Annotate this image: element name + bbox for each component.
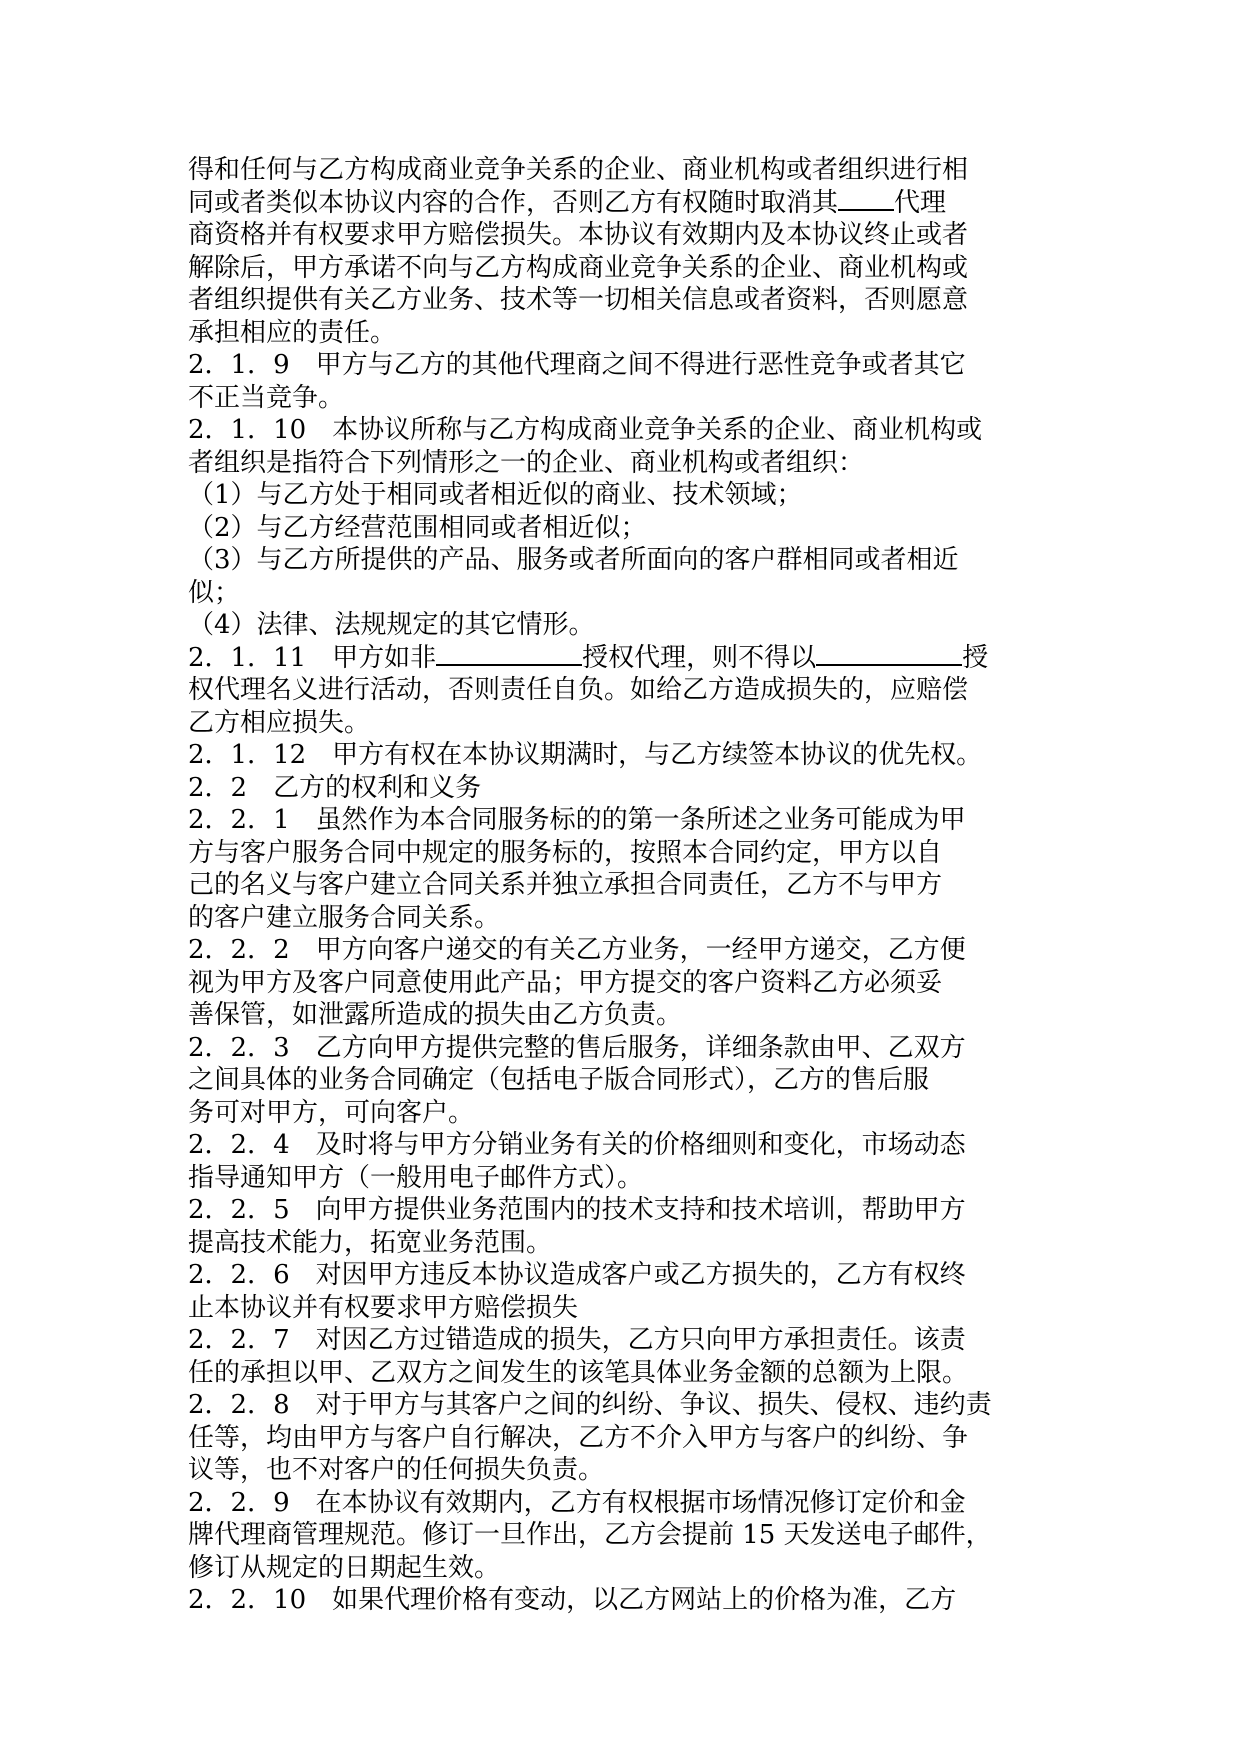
line-text: 同或者类似本协议内容的合作，否则乙方有权随时取消其 [188,187,839,218]
paragraph-line: 者组织提供有关乙方业务、技术等一切相关信息或者资料，否则愿意 [188,285,969,315]
paragraph-line: 之间具体的业务合同确定（包括电子版合同形式），乙方的售后服 [188,1065,930,1095]
document-page [188,154,1058,1617]
paragraph-line: 修订从规定的日期起生效。 [188,1552,501,1583]
paragraph-line: 得和任何与乙方构成商业竞争关系的企业、商业机构或者组织进行相 [188,155,969,185]
paragraph-line: 指导通知甲方（一般用电子邮件方式）。 [188,1162,644,1193]
clause-line: 2．1．9 甲方与乙方的其他代理商之间不得进行恶性竞争或者其它 [188,350,966,380]
clause-line: 2．1．12 甲方有权在本协议期满时，与乙方续签本协议的优先权。 [188,740,983,770]
paragraph-line: 议等，也不对客户的任何损失负责。 [188,1455,605,1485]
clause-line: 2．2．8 对于甲方与其客户之间的纠纷、争议、损失、侵权、违约责 [188,1390,992,1420]
clause-line: 2．2．9 在本协议有效期内，乙方有权根据市场情况修订定价和金 [188,1487,966,1518]
line-text: 代理 [894,187,947,218]
paragraph-line: 解除后，甲方承诺不向与乙方构成商业竞争关系的企业、商业机构或 [188,252,969,283]
line-text: 授 [962,642,989,673]
paragraph-line: 商资格并有权要求甲方赔偿损失。本协议有效期内及本协议终止或者 [188,220,969,250]
list-item: （2）与乙方经营范围相同或者相近似； [188,512,647,543]
list-item: （1）与乙方处于相同或者相近似的商业、技术领域； [188,480,803,510]
paragraph-line: 止本协议并有权要求甲方赔偿损失 [188,1292,579,1323]
clause-line [188,642,1058,675]
paragraph-line: 提高技术能力，拓宽业务范围。 [188,1227,553,1258]
paragraph-line: 任的承担以甲、乙双方之间发生的该笔具体业务金额的总额为上限。 [188,1357,969,1388]
paragraph-line: 承担相应的责任。 [188,317,397,348]
line-text: 2．1．11 甲方如非 [188,642,437,673]
paragraph-line: 权代理名义进行活动，否则责任自负。如给乙方造成损失的，应赔偿 [188,675,969,705]
fill-in-blank [816,642,962,666]
list-item: （3）与乙方所提供的产品、服务或者所面向的客户群相同或者相近 [188,545,959,575]
fill-in-blank [436,642,582,666]
paragraph-line: 的客户建立服务合同关系。 [188,902,501,933]
paragraph-line: 似； [188,577,241,608]
clause-line: 2．2．6 对因甲方违反本协议造成客户或乙方损失的，乙方有权终 [188,1260,966,1290]
clause-line: 2．2．2 甲方向客户递交的有关乙方业务，一经甲方递交，乙方便 [188,935,966,965]
fill-in-blank [838,187,894,211]
paragraph-line: 者组织是指符合下列情形之一的企业、商业机构或者组织： [188,447,865,478]
list-item: （4）法律、法规规定的其它情形。 [188,610,595,640]
paragraph-line: 己的名义与客户建立合同关系并独立承担合同责任，乙方不与甲方 [188,870,943,900]
paragraph-line: 视为甲方及客户同意使用此产品；甲方提交的客户资料乙方必须妥 [188,967,943,998]
section-heading: 2．2 乙方的权利和义务 [188,772,482,803]
clause-line: 2．2．3 乙方向甲方提供完整的售后服务，详细条款由甲、乙双方 [188,1032,966,1063]
paragraph-line: 务可对甲方，可向客户。 [188,1097,475,1128]
paragraph-line: 方与客户服务合同中规定的服务标的，按照本合同约定，甲方以自 [188,837,943,868]
paragraph-line [188,187,1058,220]
clause-line: 2．2．5 向甲方提供业务范围内的技术支持和技术培训，帮助甲方 [188,1195,966,1225]
paragraph-line: 善保管，如泄露所造成的损失由乙方负责。 [188,1000,683,1030]
clause-line: 2．2．4 及时将与甲方分销业务有关的价格细则和变化，市场动态 [188,1130,966,1160]
clause-line: 2．2．10 如果代理价格有变动，以乙方网站上的价格为准，乙方 [188,1585,957,1615]
paragraph-line: 乙方相应损失。 [188,707,371,738]
clause-line: 2．1．10 本协议所称与乙方构成商业竞争关系的企业、商业机构或 [188,415,983,445]
paragraph-line: 不正当竞争。 [188,382,345,413]
paragraph-line: 任等，均由甲方与客户自行解决，乙方不介入甲方与客户的纠纷、争 [188,1422,969,1453]
line-text: 授权代理，则不得以 [582,642,817,673]
paragraph-line: 牌代理商管理规范。修订一旦作出，乙方会提前 15 天发送电子邮件， [188,1520,992,1550]
clause-line: 2．2．7 对因乙方过错造成的损失，乙方只向甲方承担责任。该责 [188,1325,966,1355]
clause-line: 2．2．1 虽然作为本合同服务标的的第一条所述之业务可能成为甲 [188,805,966,835]
